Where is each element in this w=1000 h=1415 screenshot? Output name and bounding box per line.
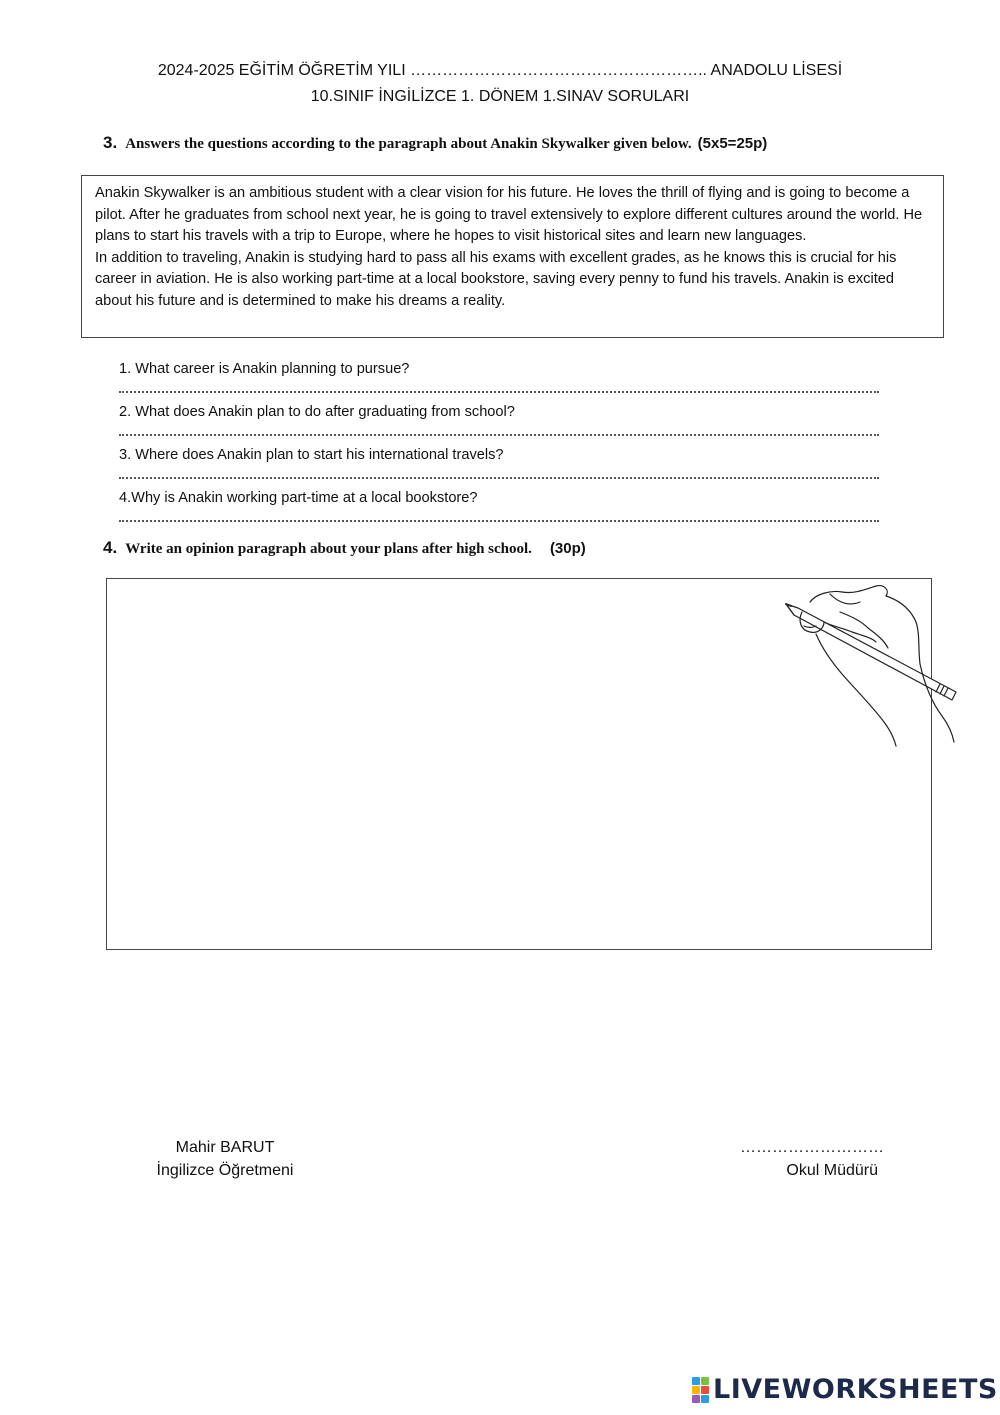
principal-signature xyxy=(740,1136,884,1182)
liveworksheets-logo-icon xyxy=(692,1377,709,1403)
section-4-number: 4. xyxy=(103,538,118,557)
question-4-text: 4.Why is Anakin working part-time at a local bookstore? xyxy=(119,490,478,506)
answer-line-4[interactable] xyxy=(119,520,879,522)
answer-line-2[interactable] xyxy=(119,434,879,436)
question-3 xyxy=(119,445,879,479)
section-4-heading xyxy=(103,538,586,558)
question-1-text: 1. What career is Anakin planning to pursue? xyxy=(119,361,410,377)
principal-title: Okul Müdürü xyxy=(786,1162,878,1179)
question-3-text: 3. Where does Anakin plan to start his international travels? xyxy=(119,447,504,463)
question-4 xyxy=(119,488,879,522)
teacher-name: Mahir BARUT xyxy=(175,1139,275,1156)
section-3-instruction: Answers the questions according to the paragraph about Anakin Skywalker given below. xyxy=(125,136,692,152)
liveworksheets-logo-text: LIVEWORKSHEETS xyxy=(713,1374,998,1405)
section-4-instruction: Write an opinion paragraph about your plans after high school. xyxy=(125,541,532,557)
question-1 xyxy=(119,359,879,393)
reading-passage-box xyxy=(81,175,944,338)
question-2-text: 2. What does Anakin plan to do after graduating from school? xyxy=(119,404,515,420)
section-3-number: 3. xyxy=(103,133,118,152)
answer-line-3[interactable] xyxy=(119,477,879,479)
section-3-points: (5x5=25p) xyxy=(697,135,768,152)
teacher-title: İngilizce Öğretmeni xyxy=(156,1162,294,1179)
liveworksheets-logo xyxy=(692,1374,998,1405)
section-4-points: (30p) xyxy=(549,540,586,557)
exam-header-title: 2024-2025 EĞİTİM ÖĞRETİM YILI ……………………………………………….. ANADOLU LİSESİ xyxy=(157,62,843,79)
passage-paragraph-2: In addition to traveling, Anakin is studying hard to pass all his exams with excellent grades, as he knows this is crucial for his career in aviation. He is also working part-time at a local bookstore, saving every penny to fund his travels. Anakin is excited about his future and is determined to make his dreams a reality. xyxy=(95,249,897,309)
passage-paragraph-1: Anakin Skywalker is an ambitious student with a clear vision for his future. He loves the thrill of flying and is going to become a pilot. After he graduates from school next year, he is going to travel extensively to explore different cultures around the world. He plans to start his travels with a trip to Europe, where he hopes to visit historical sites and learn new languages. xyxy=(95,185,923,244)
exam-header-subtitle: 10.SINIF İNGİLİZCE 1. DÖNEM 1.SINAV SORULARI xyxy=(310,88,690,105)
hand-writing-pencil-icon xyxy=(780,582,960,752)
principal-name-blank: ……………………… xyxy=(740,1139,884,1156)
section-3-heading xyxy=(103,133,767,153)
question-2 xyxy=(119,402,879,436)
teacher-signature xyxy=(148,1136,302,1182)
answer-line-1[interactable] xyxy=(119,391,879,393)
